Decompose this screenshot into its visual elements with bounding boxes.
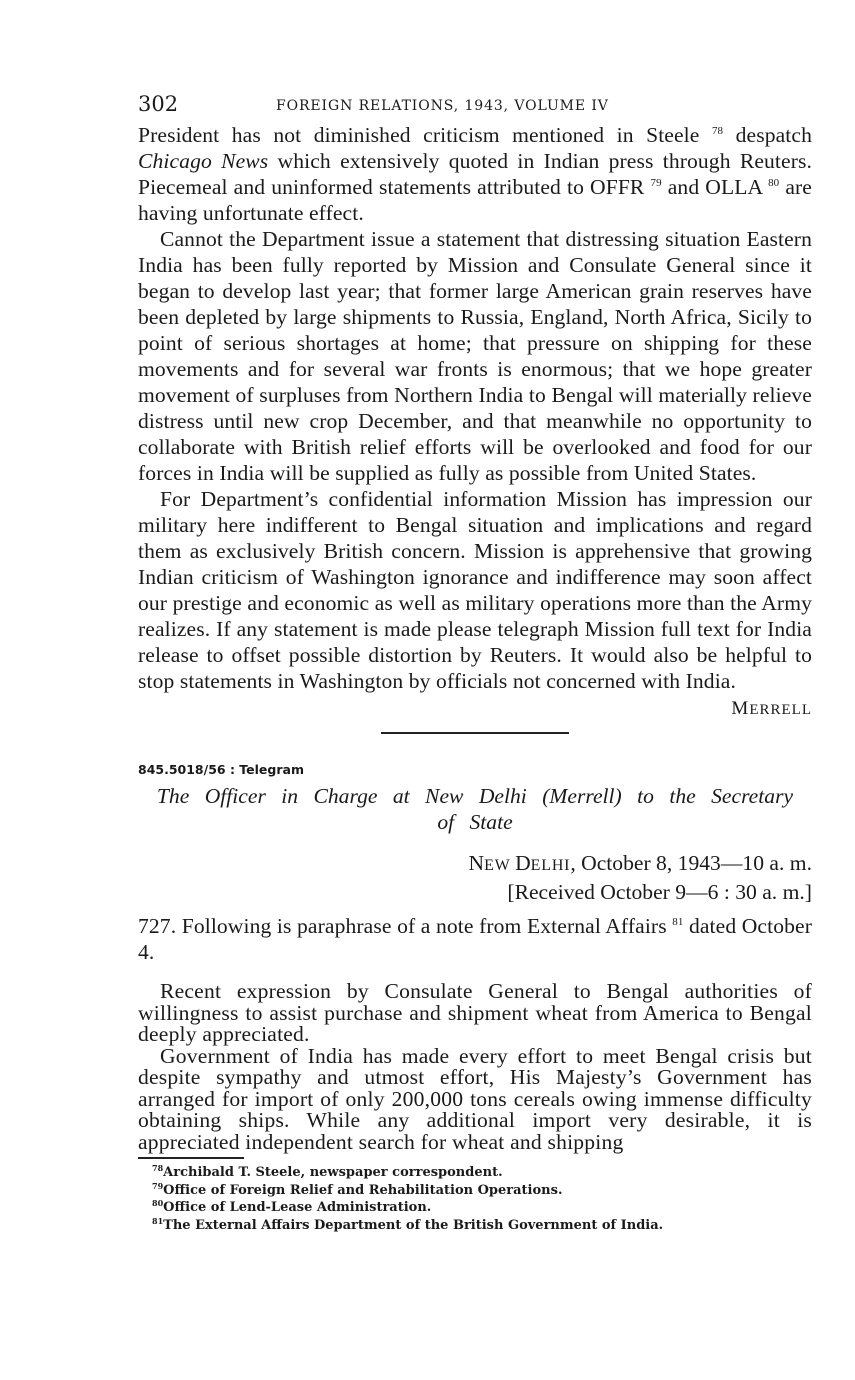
footnote-rule bbox=[138, 1157, 244, 1159]
document-page bbox=[138, 92, 812, 1234]
dateline: NEW DELHI, October 8, 1943—10 a. m. bbox=[468, 851, 812, 875]
footnote-ref: 80 bbox=[768, 177, 780, 189]
paragraph: Cannot the Department issue a statement that distressing situation Eastern India has been fully reported by Mission and Consulate General since it began to develop last year; that former large American grain reserves have been depleted by large shipments to Russia, England, North Africa, Sicily to point of serious shortages at home; that pressure on shipping for these movements and for several war fronts is enormous; that we hope greater movement of surpluses from Northern India to Bengal will materially relieve distress until new crop December, and that meanwhile no opportunity to collaborate with British relief efforts will be overlooked and food for our forces in India will be supplied as fully as possible from United States. bbox=[138, 227, 812, 485]
italic-text: Chicago News bbox=[138, 149, 269, 173]
paragraph: President has not diminished criticism mentioned in Steele $^{78}$ despatch Chicago News which extensively quoted in Indian press through Reuters. Piecemeal and uninformed statements attributed to OFFR $^{79}$ and OLLA $^{80}$ are having unfortunate effect. bbox=[138, 123, 812, 225]
section-divider bbox=[381, 732, 569, 734]
page-header bbox=[138, 92, 812, 122]
running-head: FOREIGN RELATIONS, 1943, VOLUME IV bbox=[276, 98, 609, 114]
first-document-body bbox=[138, 122, 812, 720]
note-paragraph: Government of India has made every effort to meet Bengal crisis but despite sympathy and utmost effort, His Majesty’s Government has arranged for import of only 200,000 tons cereals owing immense difficulty obtaining ships. While any additional import very desirable, it is appreciated independent search for wheat and shipping bbox=[138, 1043, 812, 1154]
footnote: $^{81}$The External Affairs Department of the British Government of India. bbox=[152, 1215, 664, 1233]
footnotes bbox=[152, 1164, 812, 1234]
received-line: [Received October 9—6 : 30 a. m.] bbox=[507, 880, 812, 904]
telegram-intro: 727. Following is paraphrase of a note from External Affairs $^{81}$ dated October 4. bbox=[138, 914, 812, 964]
footnote: $^{80}$Office of Lend-Lease Administration. bbox=[152, 1198, 432, 1215]
footnote: $^{79}$Office of Foreign Relief and Rehabilitation Operations. bbox=[152, 1180, 563, 1198]
page-number: 302 bbox=[138, 92, 179, 116]
paragraph: For Department’s confidential information Mission has impression our military here indifferent to Bengal situation and implications and regard them as exclusively British concern. Mission is apprehensive that growing Indian criticism of Washington ignorance and indifference may soon affect our prestige and economic as well as military operations more than the Army realizes. If any statement is made please telegraph Mission full text for India release to offset possible distortion by Reuters. It would also be helpful to stop statements in Washington by officials not concerned with India. bbox=[138, 487, 812, 693]
footnote: $^{78}$Archibald T. Steele, newspaper correspondent. bbox=[152, 1163, 503, 1180]
footnote-ref: 78 bbox=[711, 125, 724, 137]
footnote-ref: 81 bbox=[672, 916, 684, 928]
note-paragraph: Recent expression by Consulate General to Bengal authorities of willingness to assist purchase and shipment wheat from America to Bengal deeply appreciated. bbox=[138, 979, 812, 1046]
footnote-ref: 79 bbox=[650, 177, 662, 189]
document-title: The Officer in Charge at New Delhi (Merrell) to the Secretary of State bbox=[156, 784, 794, 834]
file-reference: 845.5018/56 : Telegram bbox=[138, 762, 304, 777]
signature-merrell: MERRELL bbox=[731, 698, 812, 719]
